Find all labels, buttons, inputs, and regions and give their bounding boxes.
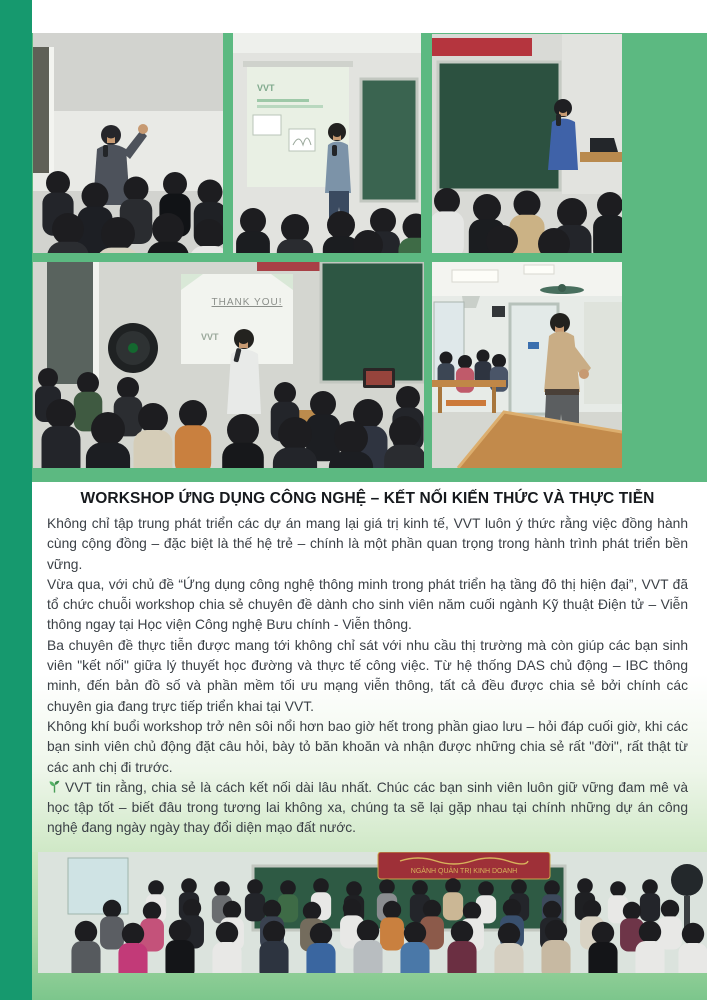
article-title: WORKSHOP ỨNG DỤNG CÔNG NGHỆ – KẾT NỐI KIẾN THỨC VÀ THỰC TIỄN <box>80 490 655 507</box>
paragraph-3: Ba chuyên đề thực tiễn được mang tới không chỉ sát với nhu cầu thị trường mà còn giúp các bạn sinh viên "kết nối" giữa lý thuyết học đường và thực tế công việc. Từ hệ thống DAS chủ động – IBC thông minh, đến bản đồ số và phần mềm tối ưu mạng viễn thông, tất cả đều được chia sẻ bởi chính các chuyên gia đang trực tiếp triển khai tại VVT. <box>47 637 688 714</box>
wall-fan <box>108 323 158 373</box>
footer-band <box>32 852 707 1000</box>
photo-thank-you <box>33 262 424 468</box>
photo-speaker-blackboard <box>432 34 622 253</box>
screen-glare <box>584 302 622 404</box>
screen-logo: VVT <box>257 83 275 93</box>
photo-group <box>38 852 707 973</box>
red-banner <box>378 852 550 879</box>
photo-group-scene <box>38 852 707 973</box>
window <box>33 47 49 173</box>
blackboard <box>438 62 560 190</box>
window <box>47 262 93 384</box>
photo-mentor-scene <box>432 262 622 468</box>
page-accent-bar <box>0 0 32 1000</box>
photo-thank-you-scene <box>33 262 424 468</box>
photo-speaker-qa <box>33 33 223 253</box>
article <box>32 482 707 852</box>
photo-speaker-qa-scene <box>33 33 223 253</box>
slide-logo: VVT <box>201 332 219 342</box>
photo-collage <box>32 33 707 482</box>
paragraph-5 <box>47 778 688 839</box>
red-strip <box>257 262 330 271</box>
laptop <box>363 368 395 388</box>
photo-classroom-mentor <box>432 262 622 468</box>
speaker-box <box>492 306 505 317</box>
paragraph-4: Không khí buổi workshop trở nên sôi nổi hơn bao giờ hết trong phần giao lưu – hỏi đáp cuối giờ, khi các bạn sinh viên chủ động đặt câu hỏi, bày tỏ băn khoăn và nhận được những chia sẻ rất "đời", rất thật từ các anh chị đi trước. <box>47 718 688 775</box>
photo-presentation-scene <box>233 33 421 253</box>
banner-text: NGÀNH QUẢN TRỊ KINH DOANH <box>410 868 518 875</box>
photo-presentation-screen <box>233 33 421 253</box>
red-banner <box>432 38 532 56</box>
slide-title: THANK YOU! <box>211 297 283 308</box>
paragraph-5-text: VVT tin rằng, chia sẻ là cách kết nối dài lâu nhất. Chúc các bạn sinh viên luôn giữ vững đam mê và học tập tốt – biết đâu trong tương lai không xa, chúng ta sẽ lại gặp nhau tại chính những dự án công nghệ đang ngày ngày thay đổi diện mạo đất nước. <box>47 779 688 836</box>
blackboard <box>321 262 424 382</box>
paragraph-2: Vừa qua, với chủ đề “Ứng dụng công nghệ thông minh trong phát triển hạ tầng đô thị hiện đại”, VVT đã tổ chức chuỗi workshop chia sẻ chuyên đề dành cho sinh viên năm cuối ngành Kỹ thuật Điện tử – Viễn thông ngay tại Học viện Công nghệ Bưu chính - Viễn thông. <box>47 576 688 633</box>
article-body <box>47 514 688 839</box>
photo-blackboard-scene <box>432 34 622 253</box>
paragraph-1: Không chỉ tập trung phát triển các dự án mang lại giá trị kinh tế, VVT luôn ý thức rằng việc đồng hành cùng cộng đồng – đặc biệt là thế hệ trẻ – chính là một phần quan trọng trong hành trình phát triển bền vững. <box>47 516 688 572</box>
seedling-icon <box>47 780 62 794</box>
blackboard <box>361 79 417 201</box>
